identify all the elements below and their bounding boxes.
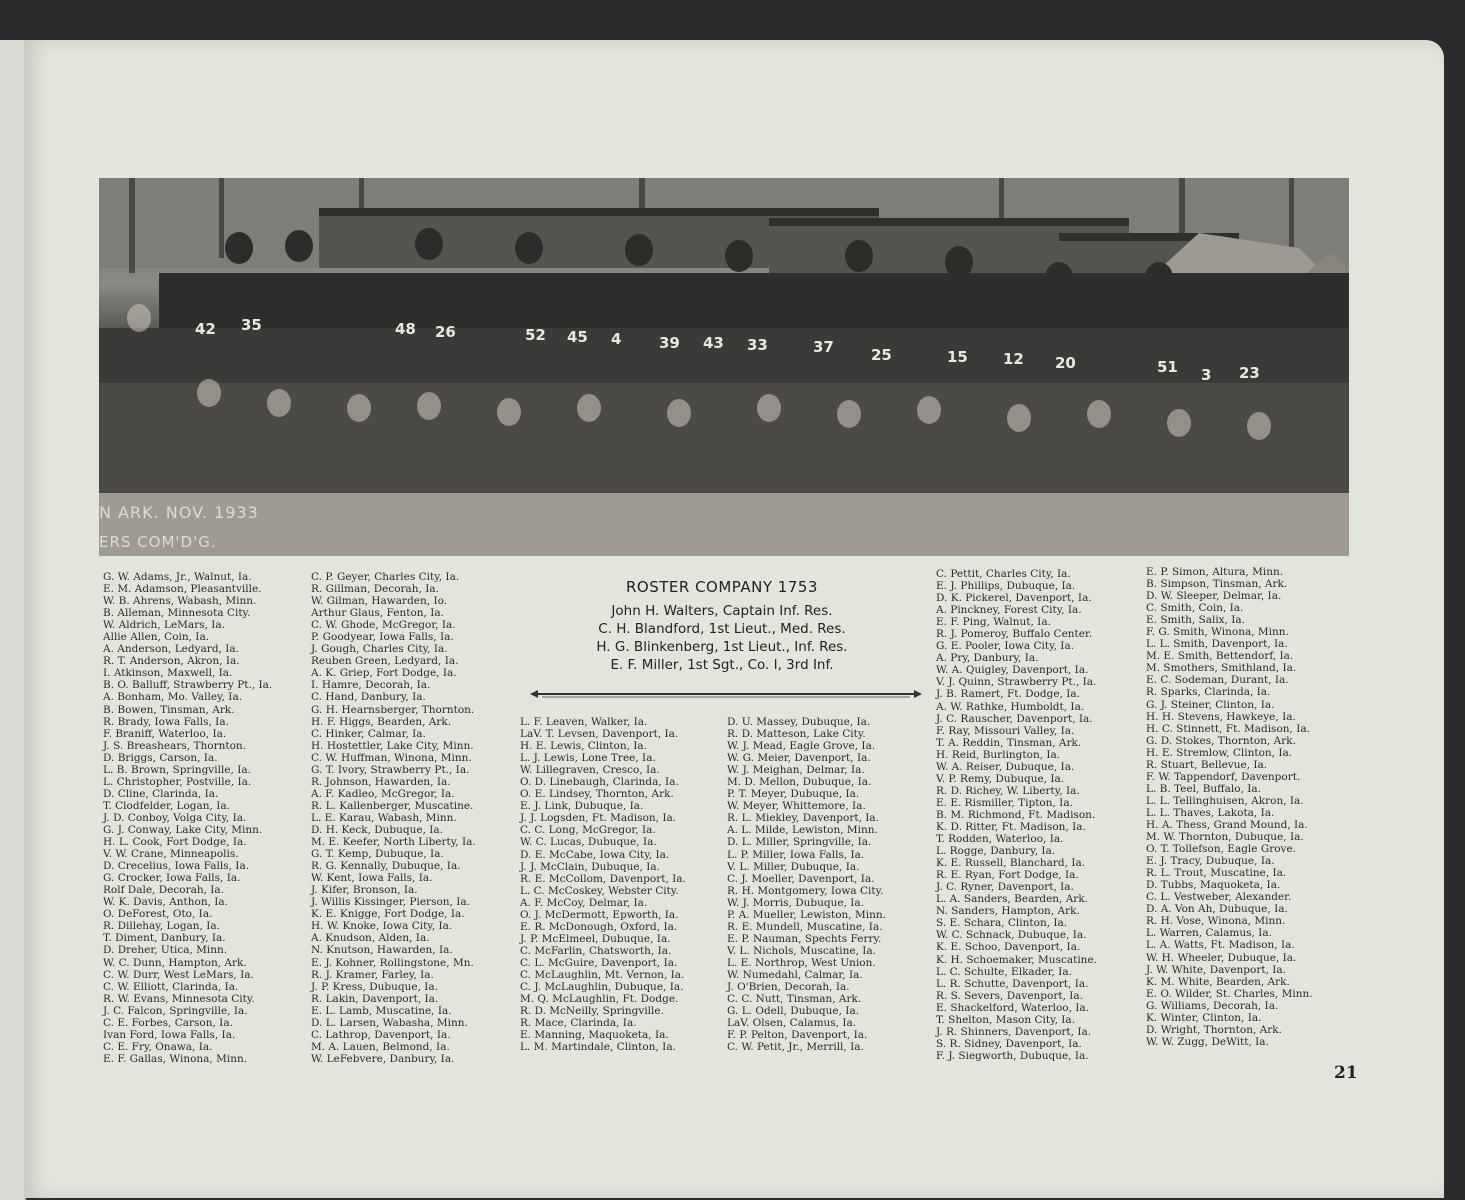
roster-entry: D. Wright, Thornton, Ark. (1146, 1023, 1282, 1036)
roster-entry: J. C. Rauscher, Davenport, Ia. (936, 712, 1093, 725)
roster-entry: D. A. Von Ah, Dubuque, Ia. (1146, 903, 1288, 916)
roster-entry: W. G. Meier, Davenport, Ia. (727, 752, 871, 765)
roster-entry: D. L. Miller, Springville, Ia. (727, 836, 872, 849)
roster-entry: C. L. McGuire, Davenport, Ia. (520, 956, 678, 969)
roster-entry: R. D. Richey, W. Liberty, Ia. (936, 784, 1080, 797)
roster-entry: L. A. Sanders, Bearden, Ark. (936, 893, 1089, 906)
roster-entry: A. Pinckney, Forest City, Ia. (936, 604, 1082, 617)
roster-entry: H. W. Knoke, Iowa City, Ia. (311, 920, 453, 933)
roster-entry: K. Winter, Clinton, Ia. (1146, 1011, 1262, 1024)
roster-entry: C. Lathrop, Davenport, Ia. (311, 1028, 451, 1041)
roster-entry: LaV. T. Levsen, Davenport, Ia. (520, 728, 679, 741)
roster-entry: F. J. Siegworth, Dubuque, Ia. (936, 1049, 1089, 1062)
jersey-number: 51 (1157, 358, 1178, 376)
jersey-number: 52 (525, 326, 546, 344)
roster-entry: Ivan Ford, Iowa Falls, Ia. (103, 1028, 236, 1041)
roster-entry: G. J. Steiner, Clinton, Ia. (1146, 698, 1275, 711)
roster-entry: W. J. Mead, Eagle Grove, Ia. (727, 740, 876, 753)
roster-entry: Arthur Glaus, Fenton, Ia. (311, 607, 444, 620)
roster-entry: B. M. Richmond, Ft. Madison. (936, 808, 1096, 821)
roster-entry: C. E. Fry, Onawa, Ia. (103, 1040, 213, 1053)
roster-entry: W. Gilman, Hawarden, Io. (311, 595, 448, 608)
roster-entry: R. E. Ryan, Fort Dodge, Ia. (936, 869, 1079, 882)
roster-entry: S. E. Schara, Clinton, Ia. (936, 917, 1068, 930)
roster-entry: B. O. Balluff, Strawberry Pt., Ia. (103, 679, 273, 692)
roster-entry: A. K. Griep, Fort Dodge, Ia. (311, 667, 457, 680)
roster-entry: J. P. McElmeel, Dubuque, Ia. (520, 932, 671, 945)
roster-entry: C. C. Nutt, Tinsman, Ark. (727, 993, 862, 1006)
roster-entry: L. B. Brown, Springville, Ia. (103, 763, 251, 776)
roster-entry: E. C. Sodeman, Durant, Ia. (1146, 674, 1289, 687)
roster-entry: L. A. Watts, Ft. Madison, Ia. (1146, 939, 1295, 952)
jersey-number: 39 (659, 334, 680, 352)
roster-entry: R. L. Miekley, Davenport, Ia. (727, 812, 879, 825)
roster-entry: N. Knutson, Hawarden, Ia. (311, 944, 453, 957)
jersey-number: 35 (241, 316, 262, 334)
roster-entry: L. R. Schutte, Davenport, Ia. (936, 977, 1089, 990)
roster-entry: K. H. Schoemaker, Muscatine. (936, 953, 1097, 966)
roster-entry: L. Warren, Calamus, Ia. (1146, 927, 1272, 940)
roster-entry: J. J. McClain, Dubuque, Ia. (520, 860, 661, 873)
photo-caption-line-1: N ARK. NOV. 1933 (99, 503, 259, 522)
roster-entry: D. Crecelius, Iowa Falls, Ia. (103, 860, 250, 873)
roster-entry: O. D. Linebaugh, Clarinda, Ia. (520, 776, 679, 789)
roster-entry: E. F. Gallas, Winona, Minn. (103, 1052, 248, 1065)
roster-entry: E. J. Tracy, Dubuque, Ia. (1146, 855, 1275, 868)
roster-entry: C. W. Petit, Jr., Merrill, Ia. (727, 1041, 864, 1054)
roster-entry: M. D. Mellon, Dubuque, Ia. (727, 776, 872, 789)
jersey-number: 20 (1055, 354, 1076, 372)
roster-entry: C. Pettit, Charles City, Ia. (936, 568, 1071, 580)
roster-entry: C. Smith, Coin, Ia. (1146, 602, 1244, 615)
roster-entry: E. P. Simon, Altura, Minn. (1146, 566, 1284, 578)
officer-line-2: C. H. Blandford, 1st Lieut., Med. Res. (598, 621, 846, 637)
roster-entry: R. T. Anderson, Akron, Ia. (103, 655, 240, 668)
roster-entry: A. Bonham, Mo. Valley, Ia. (103, 691, 243, 704)
roster-column-6 (1146, 566, 1313, 1048)
roster-entry: R. D. McNeilly, Springville. (520, 1005, 664, 1018)
roster-entry: H. C. Stinnett, Ft. Madison, Ia. (1146, 722, 1310, 735)
roster-entry: T. Shelton, Mason City, Ia. (936, 1013, 1076, 1026)
roster-entry: O. T. Tollefson, Eagle Grove. (1146, 843, 1297, 856)
roster-entry: E. F. Ping, Walnut, Ia. (936, 616, 1051, 629)
roster-entry: G. T. Ivory, Strawberry Pt., Ia. (311, 763, 470, 776)
jersey-number: 37 (813, 338, 834, 356)
roster-entry: E. Manning, Maquoketa, Ia. (520, 1029, 669, 1042)
roster-entry: A. W. Rathke, Humboldt, Ia. (936, 700, 1085, 713)
roster-entry: D. Cline, Clarinda, Ia. (103, 787, 219, 800)
roster-entry: W. W. Zugg, DeWitt, Ia. (1146, 1035, 1269, 1048)
jersey-number: 48 (395, 320, 416, 338)
roster-entry: R. E. McCollom, Davenport, Ia. (520, 872, 686, 885)
roster-entry: J. O'Brien, Decorah, Ia. (727, 981, 850, 994)
roster-entry: R. L. Kallenberger, Muscatine. (311, 799, 474, 812)
roster-entry: Allie Allen, Coin, Ia. (103, 631, 210, 644)
roster-entry: T. Rodden, Waterloo, Ia. (936, 833, 1064, 846)
roster-entry: G. Crocker, Iowa Falls, Ia. (103, 872, 241, 885)
roster-entry: V. L. Nichols, Muscatine, Ia. (727, 944, 877, 957)
roster-entry: L. Christopher, Postville, Ia. (103, 775, 252, 788)
roster-entry: M. Smothers, Smithland, Ia. (1146, 662, 1297, 675)
roster-entry: O. DeForest, Oto, Ia. (103, 908, 213, 921)
roster-column-3 (520, 716, 686, 1053)
roster-heading (528, 578, 916, 674)
roster-entry: H. H. Stevens, Hawkeye, Ia. (1146, 710, 1296, 723)
jersey-number: 3 (1201, 366, 1212, 384)
roster-entry: K. E. Knigge, Fort Dodge, Ia. (311, 908, 465, 921)
roster-entry: L. P. Miller, Iowa Falls, Ia. (727, 848, 865, 861)
roster-entry: K. M. White, Bearden, Ark. (1146, 975, 1290, 988)
roster-entry: D. L. Larsen, Wabasha, Minn. (311, 1016, 468, 1029)
roster-entry: W. C. Schnack, Dubuque, Ia. (936, 929, 1087, 942)
roster-entry: J. R. Shinners, Davenport, Ia. (936, 1025, 1092, 1038)
roster-entry: M. Q. McLaughlin, Ft. Dodge. (520, 993, 679, 1006)
roster-entry: D. Briggs, Carson, Ia. (103, 751, 218, 764)
roster-entry: G. E. Pooler, Iowa City, Ia. (936, 640, 1075, 653)
roster-entry: T. A. Reddin, Tinsman, Ark. (936, 736, 1082, 749)
roster-entry: K. D. Ritter, Ft. Madison, Ia. (936, 820, 1086, 833)
roster-entry: J. Kifer, Bronson, Ia. (311, 884, 418, 897)
roster-entry: C. L. Vestweber, Alexander. (1146, 891, 1292, 904)
roster-entry: R. Johnson, Hawarden, Ia. (311, 775, 451, 788)
roster-entry: C. Hand, Danbury, Ia. (311, 691, 426, 704)
roster-entry: R. Sparks, Clarinda, Ia. (1146, 686, 1271, 699)
roster-entry: W. A. Quigley, Davenport, Ia. (936, 664, 1089, 677)
roster-entry: C. Hinker, Calmar, Ia. (311, 727, 426, 740)
roster-entry: P. Goodyear, Iowa Falls, Ia. (311, 631, 454, 644)
company-group-photo (99, 178, 1349, 556)
roster-entry: J. C. Falcon, Springville, Ia. (103, 1004, 248, 1017)
roster-entry: R. Gillman, Decorah, Ia. (311, 583, 439, 596)
roster-entry: W. C. Lucas, Dubuque, Ia. (520, 836, 657, 849)
roster-entry: F. W. Tappendorf, Davenport. (1146, 770, 1301, 783)
roster-entry: J. Gough, Charles City, Ia. (311, 643, 448, 656)
roster-entry: E. J. Link, Dubuque, Ia. (520, 800, 644, 813)
roster-entry: F. G. Smith, Winona, Minn. (1146, 626, 1289, 639)
roster-entry: W. B. Ahrens, Wabash, Minn. (103, 595, 257, 608)
roster-entry: H. E. Stremlow, Clinton, Ia. (1146, 746, 1293, 759)
roster-entry: W. C. Dunn, Hampton, Ark. (103, 956, 247, 969)
roster-entry: T. Diment, Danbury, Ia. (103, 932, 226, 945)
roster-entry: C. McLaughlin, Mt. Vernon, Ia. (520, 968, 685, 981)
roster-entry: D. H. Keck, Dubuque, Ia. (311, 823, 444, 836)
roster-entry: H. Reid, Burlington, Ia. (936, 748, 1061, 761)
roster-entry: R. D. Matteson, Lake City. (727, 728, 866, 741)
roster-entry: I. Atkinson, Maxwell, Ia. (103, 667, 233, 680)
roster-entry: R. E. Mundell, Muscatine, Ia. (727, 920, 883, 933)
roster-entry: G. Williams, Decorah, Ia. (1146, 999, 1279, 1012)
roster-entry: W. K. Davis, Anthon, Ia. (103, 896, 229, 909)
roster-entry: R. J. Kramer, Farley, Ia. (311, 968, 434, 981)
roster-entry: H. A. Thess, Grand Mound, Ia. (1146, 818, 1308, 831)
roster-entry: J. P. Kress, Dubuque, Ia. (311, 980, 438, 993)
roster-entry: M. E. Keefer, North Liberty, Ia. (311, 836, 476, 849)
roster-entry: E. E. Rismiller, Tipton, Ia. (936, 796, 1073, 809)
roster-entry: W. Meyer, Whittemore, Ia. (727, 800, 866, 813)
jersey-number: 4 (611, 330, 622, 348)
roster-entry: F. Ray, Missouri Valley, Ia. (936, 724, 1075, 737)
roster-entry: K. E. Russell, Blanchard, Ia. (936, 857, 1086, 870)
roster-entry: R. Mace, Clarinda, Ia. (520, 1017, 637, 1030)
roster-entry: J. B. Ramert, Ft. Dodge, Ia. (936, 688, 1080, 701)
roster-entry: D. Tubbs, Maquoketa, Ia. (1146, 879, 1281, 892)
roster-title: ROSTER COMPANY 1753 (626, 578, 818, 596)
roster-entry: D. Dreher, Utica, Minn. (103, 944, 228, 957)
jersey-number: 15 (947, 348, 968, 366)
roster-entry: C. W. Ghode, McGregor, Ia. (311, 619, 456, 632)
roster-entry: L. E. Northrop, West Union. (727, 956, 876, 969)
roster-entry: M. E. Smith, Bettendorf, Ia. (1146, 650, 1294, 663)
roster-entry: L. M. Martindale, Clinton, Ia. (520, 1041, 676, 1054)
jersey-number: 45 (567, 328, 588, 346)
roster-entry: C. E. Forbes, Carson, Ia. (103, 1016, 233, 1029)
roster-entry: K. E. Schoo, Davenport, Ia. (936, 941, 1081, 954)
jersey-number: 26 (435, 323, 456, 341)
roster-entry: D. K. Pickerel, Davenport, Ia. (936, 592, 1092, 605)
roster-entry: E. O. Wilder, St. Charles, Minn. (1146, 987, 1313, 1000)
roster-entry: B. Bowen, Tinsman, Ark. (103, 703, 235, 716)
roster-column-5 (936, 568, 1097, 1062)
roster-entry: W. Aldrich, LeMars, Ia. (103, 619, 226, 632)
roster-entry: J. D. Conboy, Volga City, Ia. (103, 811, 247, 824)
roster-entry: R. J. Pomeroy, Buffalo Center. (936, 628, 1093, 641)
roster-entry: L. Rogge, Danbury, Ia. (936, 845, 1056, 858)
roster-entry: R. W. Evans, Minnesota City. (103, 992, 255, 1005)
roster-entry: G. T. Kemp, Dubuque, Ia. (311, 848, 444, 861)
roster-column-1 (103, 571, 272, 1065)
roster-entry: E. R. McDonough, Oxford, Ia. (520, 920, 678, 933)
jersey-number: 23 (1239, 364, 1260, 382)
roster-entry: G. L. Odell, Dubuque, Ia. (727, 1005, 860, 1018)
roster-entry: J. J. Logsden, Ft. Madison, Ia. (520, 812, 677, 825)
roster-entry: R. Stuart, Bellevue, Ia. (1146, 758, 1268, 771)
roster-entry: W. LeFebvere, Danbury, Ia. (311, 1052, 455, 1065)
roster-entry: C. P. Geyer, Charles City, Ia. (311, 571, 460, 583)
roster-entry: R. L. Trout, Muscatine, Ia. (1146, 867, 1287, 880)
roster-entry: Reuben Green, Ledyard, Ia. (311, 655, 459, 668)
facing-page-edge (0, 40, 26, 1200)
roster-entry: LaV. Olsen, Calamus, Ia. (727, 1017, 857, 1030)
roster-entry: A. Anderson, Ledyard, Ia. (103, 643, 239, 656)
roster-entry: E. J. Kohner, Rollingstone, Mn. (311, 956, 474, 969)
roster-entry: E. L. Lamb, Muscatine, Ia. (311, 1004, 452, 1017)
roster-entry: O. J. McDermott, Epworth, Ia. (520, 908, 679, 921)
roster-entry: R. Brady, Iowa Falls, Ia. (103, 715, 229, 728)
roster-entry: C. W. Huffman, Winona, Minn. (311, 751, 472, 764)
jersey-number: 12 (1003, 350, 1024, 368)
roster-entry: W. J. Morris, Dubuque, Ia. (727, 896, 865, 909)
roster-entry: W. Kent, Iowa Falls, Ia. (311, 872, 433, 885)
roster-entry: J. S. Breashears, Thornton. (103, 739, 246, 752)
roster-entry: H. L. Cook, Fort Dodge, Ia. (103, 836, 247, 849)
roster-entry: Rolf Dale, Decorah, Ia. (103, 884, 225, 897)
roster-entry: E. M. Adamson, Pleasantville. (103, 583, 262, 596)
roster-entry: A. Pry, Danbury, Ia. (936, 652, 1039, 665)
roster-entry: L. B. Teel, Buffalo, Ia. (1146, 782, 1261, 795)
roster-entry: J. Willis Kissinger, Pierson, Ia. (311, 896, 470, 909)
roster-entry: W. A. Reiser, Dubuque, Ia. (936, 760, 1075, 773)
roster-entry: S. R. Sidney, Davenport, Ia. (936, 1037, 1082, 1050)
roster-entry: I. Hamre, Decorah, Ia. (311, 679, 431, 692)
roster-entry: C. McFarlin, Chatsworth, Ia. (520, 944, 672, 957)
jersey-number: 42 (195, 320, 216, 338)
roster-entry: C. C. Long, McGregor, Ia. (520, 824, 656, 837)
roster-entry: R. S. Severs, Davenport, Ia. (936, 989, 1083, 1002)
roster-entry: T. Clodfelder, Logan, Ia. (103, 799, 230, 812)
roster-entry: L. J. Lewis, Lone Tree, Ia. (520, 752, 656, 765)
roster-entry: R. H. Montgomery, Iowa City. (727, 884, 884, 897)
roster-entry: G. D. Stokes, Thornton, Ark. (1146, 734, 1296, 747)
ornamental-rule (530, 689, 922, 699)
roster-entry: M. A. Lauen, Belmond, Ia. (311, 1040, 450, 1053)
roster-entry: A. F. Kadleo, McGregor, Ia. (311, 787, 455, 800)
roster-entry: V. P. Remy, Dubuque, Ia. (936, 772, 1065, 785)
roster-entry: E. Smith, Salix, Ia. (1146, 614, 1246, 627)
roster-entry: H. E. Lewis, Clinton, Ia. (520, 740, 648, 753)
roster-entry: L. L. Smith, Davenport, Ia. (1146, 638, 1288, 651)
roster-entry: L. F. Leaven, Walker, Ia. (520, 716, 648, 728)
roster-entry: B. Simpson, Tinsman, Ark. (1146, 578, 1288, 591)
jersey-number: 33 (747, 336, 768, 354)
officer-line-3: H. G. Blinkenberg, 1st Lieut., Inf. Res. (596, 639, 848, 655)
roster-entry: H. Hostettler, Lake City, Minn. (311, 739, 474, 752)
roster-entry: A. Knudson, Alden, Ia. (311, 932, 430, 945)
roster-entry: E. J. Phillips, Dubuque, Ia. (936, 580, 1076, 593)
roster-entry: D. U. Massey, Dubuque, Ia. (727, 716, 871, 728)
photo-caption-line-2: ERS COM'D'G. (99, 533, 217, 551)
roster-entry: H. F. Higgs, Bearden, Ark. (311, 715, 452, 728)
roster-entry: N. Sanders, Hampton, Ark. (936, 905, 1080, 918)
roster-entry: A. L. Milde, Lewiston, Minn. (727, 824, 878, 837)
roster-entry: L. C. McCoskey, Webster City. (520, 884, 679, 897)
roster-column-2 (311, 571, 476, 1065)
roster-entry: G. J. Conway, Lake City, Minn. (103, 823, 263, 836)
roster-entry: E. Shackelford, Waterloo, Ia. (936, 1001, 1090, 1014)
officer-line-4: E. F. Miller, 1st Sgt., Co. I, 3rd Inf. (610, 657, 834, 673)
roster-entry: L. L. Thaves, Lakota, Ia. (1146, 806, 1275, 819)
roster-entry: F. Braniff, Waterloo, Ia. (103, 727, 227, 740)
officer-line-1: John H. Walters, Captain Inf. Res. (611, 603, 833, 619)
page-number: 21 (1334, 1063, 1358, 1083)
roster-entry: P. T. Meyer, Dubuque, Ia. (727, 788, 860, 801)
roster-entry: C. W. Durr, West LeMars, Ia. (103, 968, 254, 981)
roster-entry: O. E. Lindsey, Thornton, Ark. (520, 788, 674, 801)
roster-entry: W. J. Meighan, Delmar, Ia. (727, 764, 865, 777)
roster-entry: C. W. Elliott, Clarinda, Ia. (103, 980, 239, 993)
roster-entry: V. J. Quinn, Strawberry Pt., Ia. (936, 676, 1097, 689)
roster-entry: V. W. Crane, Minneapolis. (103, 848, 239, 861)
roster-entry: L. E. Karau, Wabash, Minn. (311, 811, 457, 824)
roster-entry: C. J. Moeller, Davenport, Ia. (727, 872, 875, 885)
roster-entry: L. L. Tellinghuisen, Akron, Ia. (1146, 794, 1304, 807)
roster-entry: J. W. White, Davenport, Ia. (1146, 963, 1287, 976)
roster-column-4 (727, 716, 886, 1053)
roster-entry: R. Lakin, Davenport, Ia. (311, 992, 439, 1005)
roster-entry: G. W. Adams, Jr., Walnut, Ia. (103, 571, 252, 583)
roster-entry: R. Dillehay, Logan, Ia. (103, 920, 220, 933)
roster-entry: J. C. Ryner, Davenport, Ia. (936, 881, 1074, 894)
roster-entry: R. H. Vose, Winona, Minn. (1146, 915, 1286, 928)
roster-entry: E. P. Nauman, Spechts Ferry. (727, 932, 882, 945)
roster-entry: F. P. Pelton, Davenport, Ia. (727, 1029, 868, 1042)
roster-entry: W. H. Wheeler, Dubuque, Ia. (1146, 951, 1297, 964)
roster-entry: G. H. Hearnsberger, Thornton. (311, 703, 475, 716)
roster-entry: M. W. Thornton, Dubuque, Ia. (1146, 831, 1304, 844)
jersey-number: 25 (871, 346, 892, 364)
roster-entry: P. A. Mueller, Lewiston, Minn. (727, 908, 886, 921)
roster-entry: A. F. McCoy, Delmar, Ia. (520, 896, 648, 909)
jersey-number: 43 (703, 334, 724, 352)
roster-entry: W. Numedahl, Calmar, Ia. (727, 968, 863, 981)
roster-entry: B. Alleman, Minnesota City. (103, 607, 251, 620)
roster-entry: L. C. Schulte, Elkader, Ia. (936, 965, 1072, 978)
roster-entry: D. W. Sleeper, Delmar, Ia. (1146, 590, 1282, 603)
roster-entry: R. G. Kennally, Dubuque, Ia. (311, 860, 461, 873)
roster-entry: D. E. McCabe, Iowa City, Ia. (520, 848, 670, 861)
roster-entry: W. Lillegraven, Cresco, Ia. (520, 764, 660, 777)
roster-entry: C. J. McLaughlin, Dubuque, Ia. (520, 981, 684, 994)
roster-entry: V. L. Miller, Dubuque, Ia. (727, 860, 860, 873)
